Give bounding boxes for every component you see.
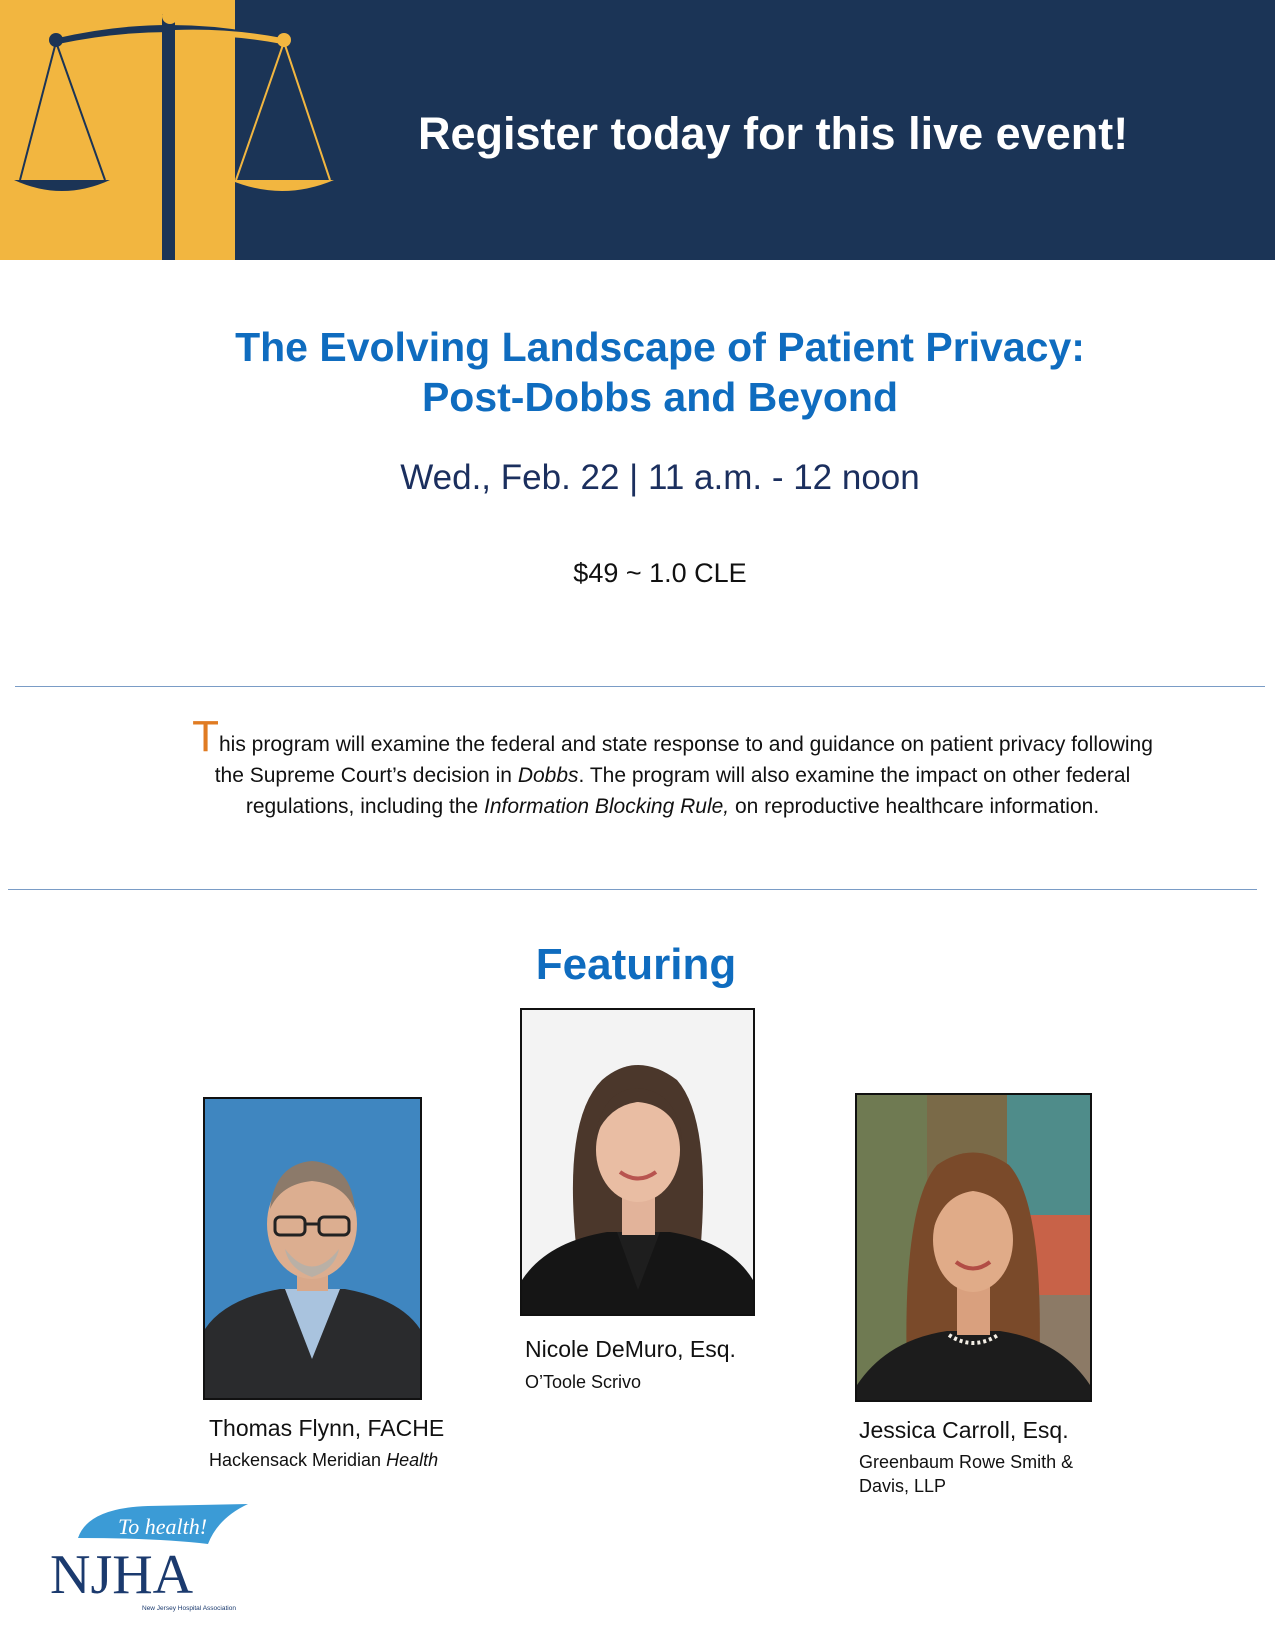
banner-headline: Register today for this live event!: [418, 108, 1129, 159]
divider-top: [15, 686, 1265, 687]
speaker-name-jessica-carroll: Jessica Carroll, Esq.: [859, 1417, 1069, 1443]
speaker-org-jessica-carroll-line-1: Greenbaum Rowe Smith &: [859, 1452, 1074, 1472]
speaker-org-jessica-carroll: [859, 1450, 1073, 1498]
description-emphasis-dobbs: Dobbs: [517, 764, 579, 787]
scales-of-justice-icon: [0, 0, 340, 260]
description-text-2: . The program will also examine the impact on other federal regulations, including the: [245, 764, 1131, 818]
featuring-heading: Featuring: [535, 940, 737, 989]
header-banner: [0, 0, 1275, 260]
speaker-photo-jessica-carroll: [855, 1093, 1092, 1402]
event-title-line-2: Post-Dobbs and Beyond: [421, 374, 899, 420]
speaker-org-thomas-flynn: [209, 1448, 438, 1472]
divider-bottom: [8, 889, 1257, 890]
description-dropcap: T: [192, 712, 219, 761]
njha-logo: [48, 1498, 258, 1613]
speaker-org-jessica-carroll-line-2: Davis, LLP: [859, 1476, 947, 1496]
njha-logo-subtitle: New Jersey Hospital Association: [142, 1605, 236, 1612]
speaker-photo-nicole-demuro: [520, 1008, 755, 1316]
speaker-name-thomas-flynn: Thomas Flynn, FACHE: [209, 1415, 445, 1441]
description-emphasis-rule: Information Blocking Rule,: [484, 795, 730, 818]
speaker-org-thomas-flynn-emphasis: Health: [386, 1450, 439, 1470]
speaker-name-nicole-demuro: Nicole DeMuro, Esq.: [525, 1336, 736, 1362]
event-datetime: Wed., Feb. 22 | 11 a.m. - 12 noon: [400, 458, 920, 497]
njha-logo-tagline: To health!: [118, 1514, 208, 1539]
description-text-1: his program will examine the federal and state response to and guidance on patient privacy following the Supreme Court’s decision in: [214, 733, 1153, 787]
event-title: [0, 322, 1275, 422]
speaker-org-thomas-flynn-text: Hackensack Meridian: [209, 1450, 387, 1470]
speaker-org-nicole-demuro: O’Toole Scrivo: [525, 1372, 642, 1392]
program-description: [190, 712, 1155, 822]
speaker-photo-thomas-flynn: [203, 1097, 422, 1400]
event-title-line-1: The Evolving Landscape of Patient Privacy:: [235, 324, 1085, 370]
njha-logo-name: NJHA: [50, 1544, 194, 1606]
description-text-3: on reproductive healthcare information.: [729, 795, 1100, 818]
event-price: $49 ~ 1.0 CLE: [573, 558, 747, 588]
